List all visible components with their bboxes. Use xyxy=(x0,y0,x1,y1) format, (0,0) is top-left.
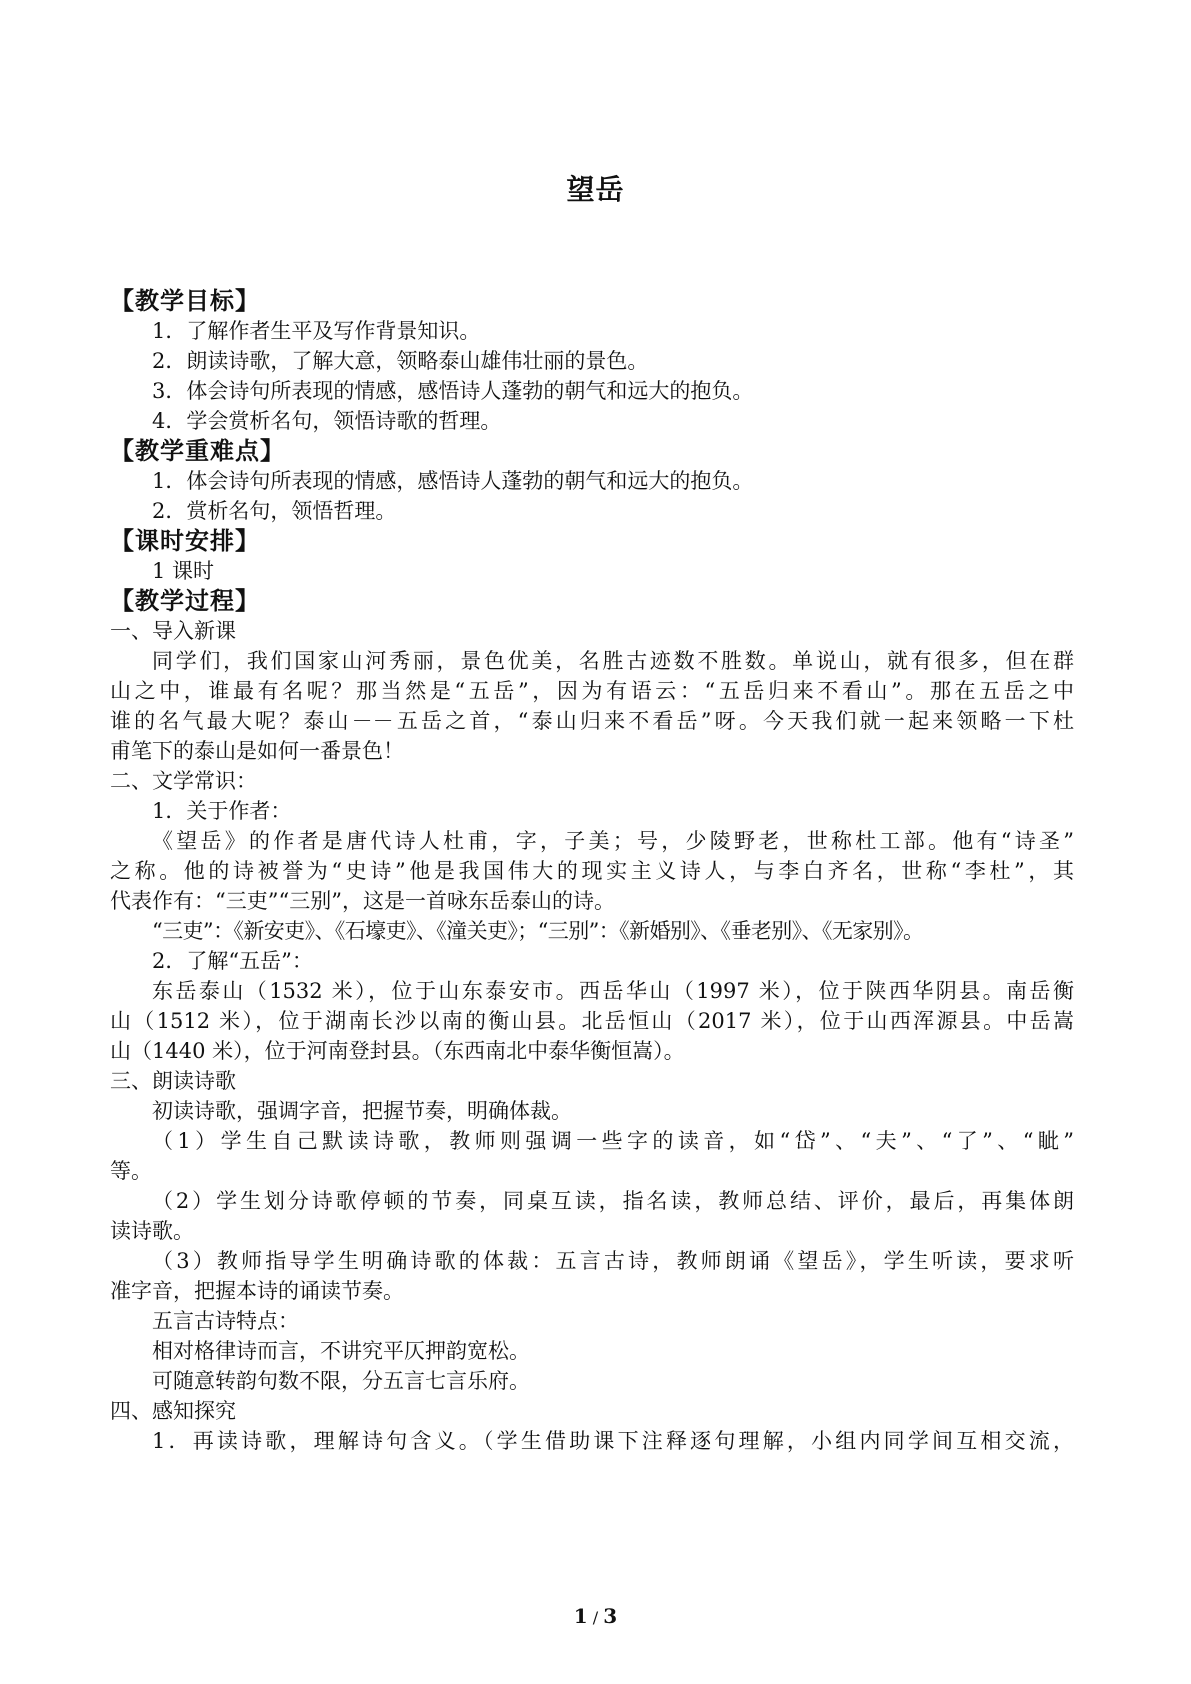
paragraph-line: 五言古诗特点： xyxy=(152,1309,299,1333)
paragraph-line: 之称。他的诗被誉为“史诗”他是我国伟大的现实主义诗人，与李白齐名，世称“李杜”，其 xyxy=(110,859,1074,883)
section-heading-goals: 【教学目标】 xyxy=(110,287,260,315)
paragraph-line: 相对格律诗而言，不讲究平仄押韵宽松。 xyxy=(152,1339,530,1363)
works-line: “三吏”：《新安吏》、《石壕吏》、《潼关吏》；“三别”：《新婚别》、《垂老别》、《无家别》。 xyxy=(152,919,924,943)
keypoint-item: 1．体会诗句所表现的情感，感悟诗人蓬勃的朝气和远大的抱负。 xyxy=(152,469,754,493)
paragraph-line: 读诗歌。 xyxy=(110,1219,194,1243)
page-number xyxy=(0,1604,1191,1628)
page-separator: / xyxy=(587,1608,604,1627)
page-current: 1 xyxy=(573,1604,588,1628)
page-title: 望岳 xyxy=(566,173,625,206)
goal-item: 4．学会赏析名句，领悟诗歌的哲理。 xyxy=(152,409,502,433)
paragraph-line: 准字音，把握本诗的诵读节奏。 xyxy=(110,1279,404,1303)
goal-item: 3．体会诗句所表现的情感，感悟诗人蓬勃的朝气和远大的抱负。 xyxy=(152,379,754,403)
paragraph-line: 山之中，谁最有名呢？那当然是“五岳”，因为有语云：“五岳归来不看山”。那在五岳之中 xyxy=(110,679,1074,703)
paragraph-line: 东岳泰山（1532 米），位于山东泰安市。西岳华山（1997 米），位于陕西华阴县。南岳衡 xyxy=(152,979,1074,1003)
paragraph-line: 同学们，我们国家山河秀丽，景色优美，名胜古迹数不胜数。单说山，就有很多，但在群 xyxy=(152,649,1074,673)
document-body xyxy=(110,286,1074,1456)
part-heading-literature: 二、文学常识： xyxy=(110,769,257,793)
paragraph-line: 谁的名气最大呢？泰山－－五岳之首，“泰山归来不看岳”呀。今天我们就一起来领略一下杜 xyxy=(110,709,1074,733)
paragraph-line: 初读诗歌，强调字音，把握节奏，明确体裁。 xyxy=(152,1099,572,1123)
schedule-text: 1 课时 xyxy=(152,559,215,583)
paragraph-line: 可随意转韵句数不限，分五言七言乐府。 xyxy=(152,1369,530,1393)
paragraph-line: 山（1440 米），位于河南登封县。（东西南北中泰华衡恒嵩）。 xyxy=(110,1039,685,1063)
paragraph-line: 甫笔下的泰山是如何一番景色！ xyxy=(110,739,404,763)
paragraph-line: （3）教师指导学生明确诗歌的体裁：五言古诗，教师朗诵《望岳》，学生听读，要求听 xyxy=(152,1249,1074,1273)
goal-item: 1．了解作者生平及写作背景知识。 xyxy=(152,319,481,343)
paragraph-line: 等。 xyxy=(110,1159,152,1183)
paragraph-line: 《望岳》的作者是唐代诗人杜甫，字，子美；号，少陵野老，世称杜工部。他有“诗圣” xyxy=(152,829,1074,853)
part-heading-explore: 四、感知探究 xyxy=(110,1399,236,1423)
subheading-author: 1．关于作者： xyxy=(152,799,292,823)
goal-item: 2．朗读诗歌，了解大意，领略泰山雄伟壮丽的景色。 xyxy=(152,349,649,373)
page-total: 3 xyxy=(603,1604,618,1628)
paragraph-line: （2）学生划分诗歌停顿的节奏，同桌互读，指名读，教师总结、评价，最后，再集体朗 xyxy=(152,1189,1074,1213)
paragraph-line: （1）学生自己默读诗歌，教师则强调一些字的读音，如“岱”、“夫”、“了”、“眦” xyxy=(152,1129,1074,1153)
paragraph-line: 1．再读诗歌，理解诗句含义。（学生借助课下注释逐句理解，小组内同学间互相交流， xyxy=(152,1429,1074,1453)
paragraph-line: 山（1512 米），位于湖南长沙以南的衡山县。北岳恒山（2017 米），位于山西浑源县。中岳嵩 xyxy=(110,1009,1074,1033)
section-heading-keypoints: 【教学重难点】 xyxy=(110,437,285,465)
paragraph-line: 代表作有：“三吏”“三别”，这是一首咏东岳泰山的诗。 xyxy=(110,889,615,913)
part-heading-reading: 三、朗读诗歌 xyxy=(110,1069,236,1093)
subheading-five-mountains: 2．了解“五岳”： xyxy=(152,949,313,973)
keypoint-item: 2．赏析名句，领悟哲理。 xyxy=(152,499,397,523)
section-heading-schedule: 【课时安排】 xyxy=(110,527,260,555)
part-heading-intro: 一、导入新课 xyxy=(110,619,236,643)
section-heading-process: 【教学过程】 xyxy=(110,587,260,615)
